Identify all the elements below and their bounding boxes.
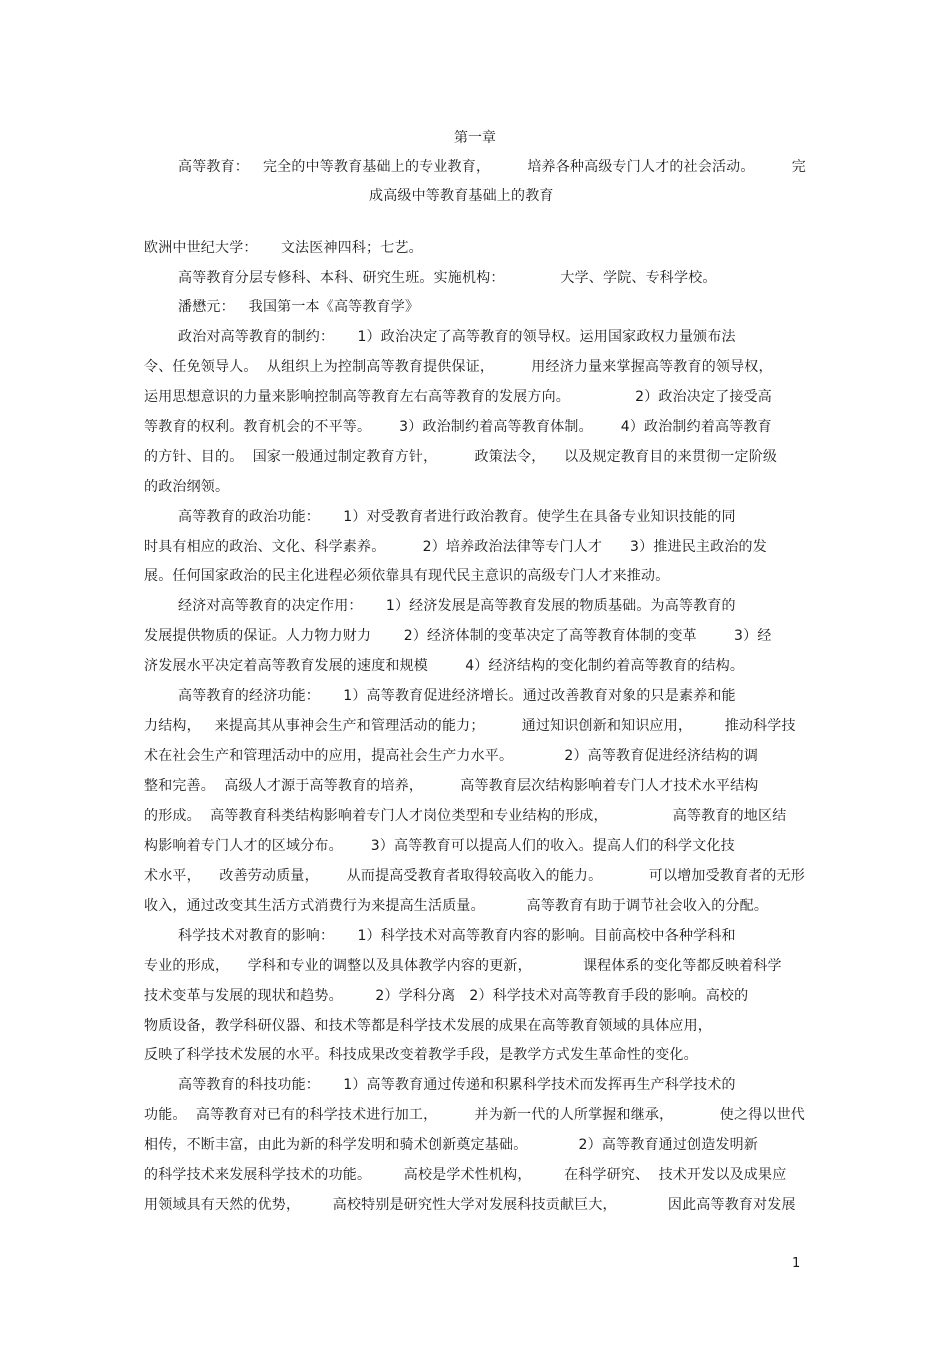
- text-line: 反映了科学技术发展的水平。科技成果改变着教学手段，是教学方式发生革命性的变化。: [144, 1047, 698, 1063]
- text-line: 的方针、目的。 国家一般通过制定教育方针， 政策法令， 以及规定教育目的来贯彻一定阶级: [144, 449, 778, 465]
- text-line: 成高级中等教育基础上的教育: [369, 188, 554, 204]
- text-line: 展。任何国家政治的民主化进程必须依靠具有现代民主意识的高级专门人才来推动。: [144, 568, 670, 584]
- page-number: 1: [792, 1256, 801, 1271]
- text-line: 高等教育： 完全的中等教育基础上的专业教育， 培养各种高级专门人才的社会活动。 完: [178, 159, 806, 175]
- text-line: 济发展水平决定着高等教育发展的速度和规模 4）经济结构的变化制约着高等教育的结构。: [144, 658, 745, 674]
- text-line: 等教育的权利。教育机会的不平等。 3）政治制约着高等教育体制。 4）政治制约着高等教育: [144, 419, 772, 435]
- text-line: 技术变革与发展的现状和趋势。 2）学科分离 2）科学技术对高等教育手段的影响。高校的: [144, 988, 749, 1004]
- text-line: 物质设备，教学科研仪器、和技术等都是科学技术发展的成果在高等教育领域的具体应用，: [144, 1018, 712, 1034]
- text-line: 的政治纲领。: [144, 479, 230, 495]
- text-line: 的科学技术来发展科学技术的功能。 高校是学术性机构， 在科学研究、 技术开发以及成果应: [144, 1167, 787, 1183]
- text-line: 发展提供物质的保证。人力物力财力 2）经济体制的变革决定了高等教育体制的变革 3）经: [144, 628, 772, 644]
- text-line: 运用思想意识的力量来影响控制高等教育左右高等教育的发展方向。 2）政治决定了接受高: [144, 389, 773, 405]
- text-line: 经济对高等教育的决定作用： 1）经济发展是高等教育发展的物质基础。为高等教育的: [178, 598, 736, 614]
- text-line: 科学技术对教育的影响： 1）科学技术对高等教育内容的影响。目前高校中各种学科和: [178, 928, 736, 944]
- text-line: 用领域具有天然的优势， 高校特别是研究性大学对发展科技贡献巨大， 因此高等教育对发展: [144, 1197, 796, 1213]
- text-line: 令、任免领导人。 从组织上为控制高等教育提供保证， 用经济力量来掌握高等教育的领导权，: [144, 359, 773, 375]
- text-line: 力结构， 来提高其从事神会生产和管理活动的能力； 通过知识创新和知识应用， 推动科学技: [144, 718, 796, 734]
- text-line: 潘懋元： 我国第一本《高等教育学》: [178, 299, 420, 315]
- text-line: 相传，不断丰富，由此为新的科学发明和骑术创新奠定基础。 2）高等教育通过创造发明新: [144, 1137, 759, 1153]
- text-line: 时具有相应的政治、文化、科学素养。 2）培养政治法律等专门人才 3）推进民主政治的发: [144, 539, 767, 555]
- text-line: 整和完善。 高级人才源于高等教育的培养， 高等教育层次结构影响着专门人才技术水平结构: [144, 778, 759, 794]
- text-line: 高等教育分层专修科、本科、研究生班。实施机构： 大学、学院、专科学校。: [178, 270, 717, 286]
- text-line: 高等教育的政治功能： 1）对受教育者进行政治教育。使学生在具备专业知识技能的同: [178, 509, 736, 525]
- text-line: 欧洲中世纪大学： 文法医神四科；七艺。: [144, 240, 423, 256]
- text-line: 术水平， 改善劳动质量， 从而提高受教育者取得较高收入的能力。 可以增加受教育者的无形: [144, 868, 806, 884]
- text-line: 高等教育的科技功能： 1）高等教育通过传递和积累科学技术而发挥再生产科学技术的: [178, 1077, 736, 1093]
- text-line: 高等教育的经济功能： 1）高等教育促进经济增长。通过改善教育对象的只是素养和能: [178, 688, 736, 704]
- text-line: 政治对高等教育的制约： 1）政治决定了高等教育的领导权。运用国家政权力量颁布法: [178, 329, 736, 345]
- text-line: 收入，通过改变其生活方式消费行为来提高生活质量。 高等教育有助于调节社会收入的分配。: [144, 898, 769, 914]
- text-line: 专业的形成， 学科和专业的调整以及具体教学内容的更新， 课程体系的变化等都反映着科学: [144, 958, 782, 974]
- text-line: 构影响着专门人才的区域分布。 3）高等教育可以提高人们的收入。提高人们的科学文化技: [144, 838, 735, 854]
- text-line: 功能。 高等教育对已有的科学技术进行加工， 并为新一代的人所掌握和继承， 使之得以世代: [144, 1107, 806, 1123]
- text-line: 术在社会生产和管理活动中的应用，提高社会生产力水平。 2）高等教育促进经济结构的调: [144, 748, 759, 764]
- chapter-title: 第一章: [454, 130, 496, 146]
- text-line: 的形成。 高等教育科类结构影响着专门人才岗位类型和专业结构的形成， 高等教育的地区结: [144, 808, 787, 824]
